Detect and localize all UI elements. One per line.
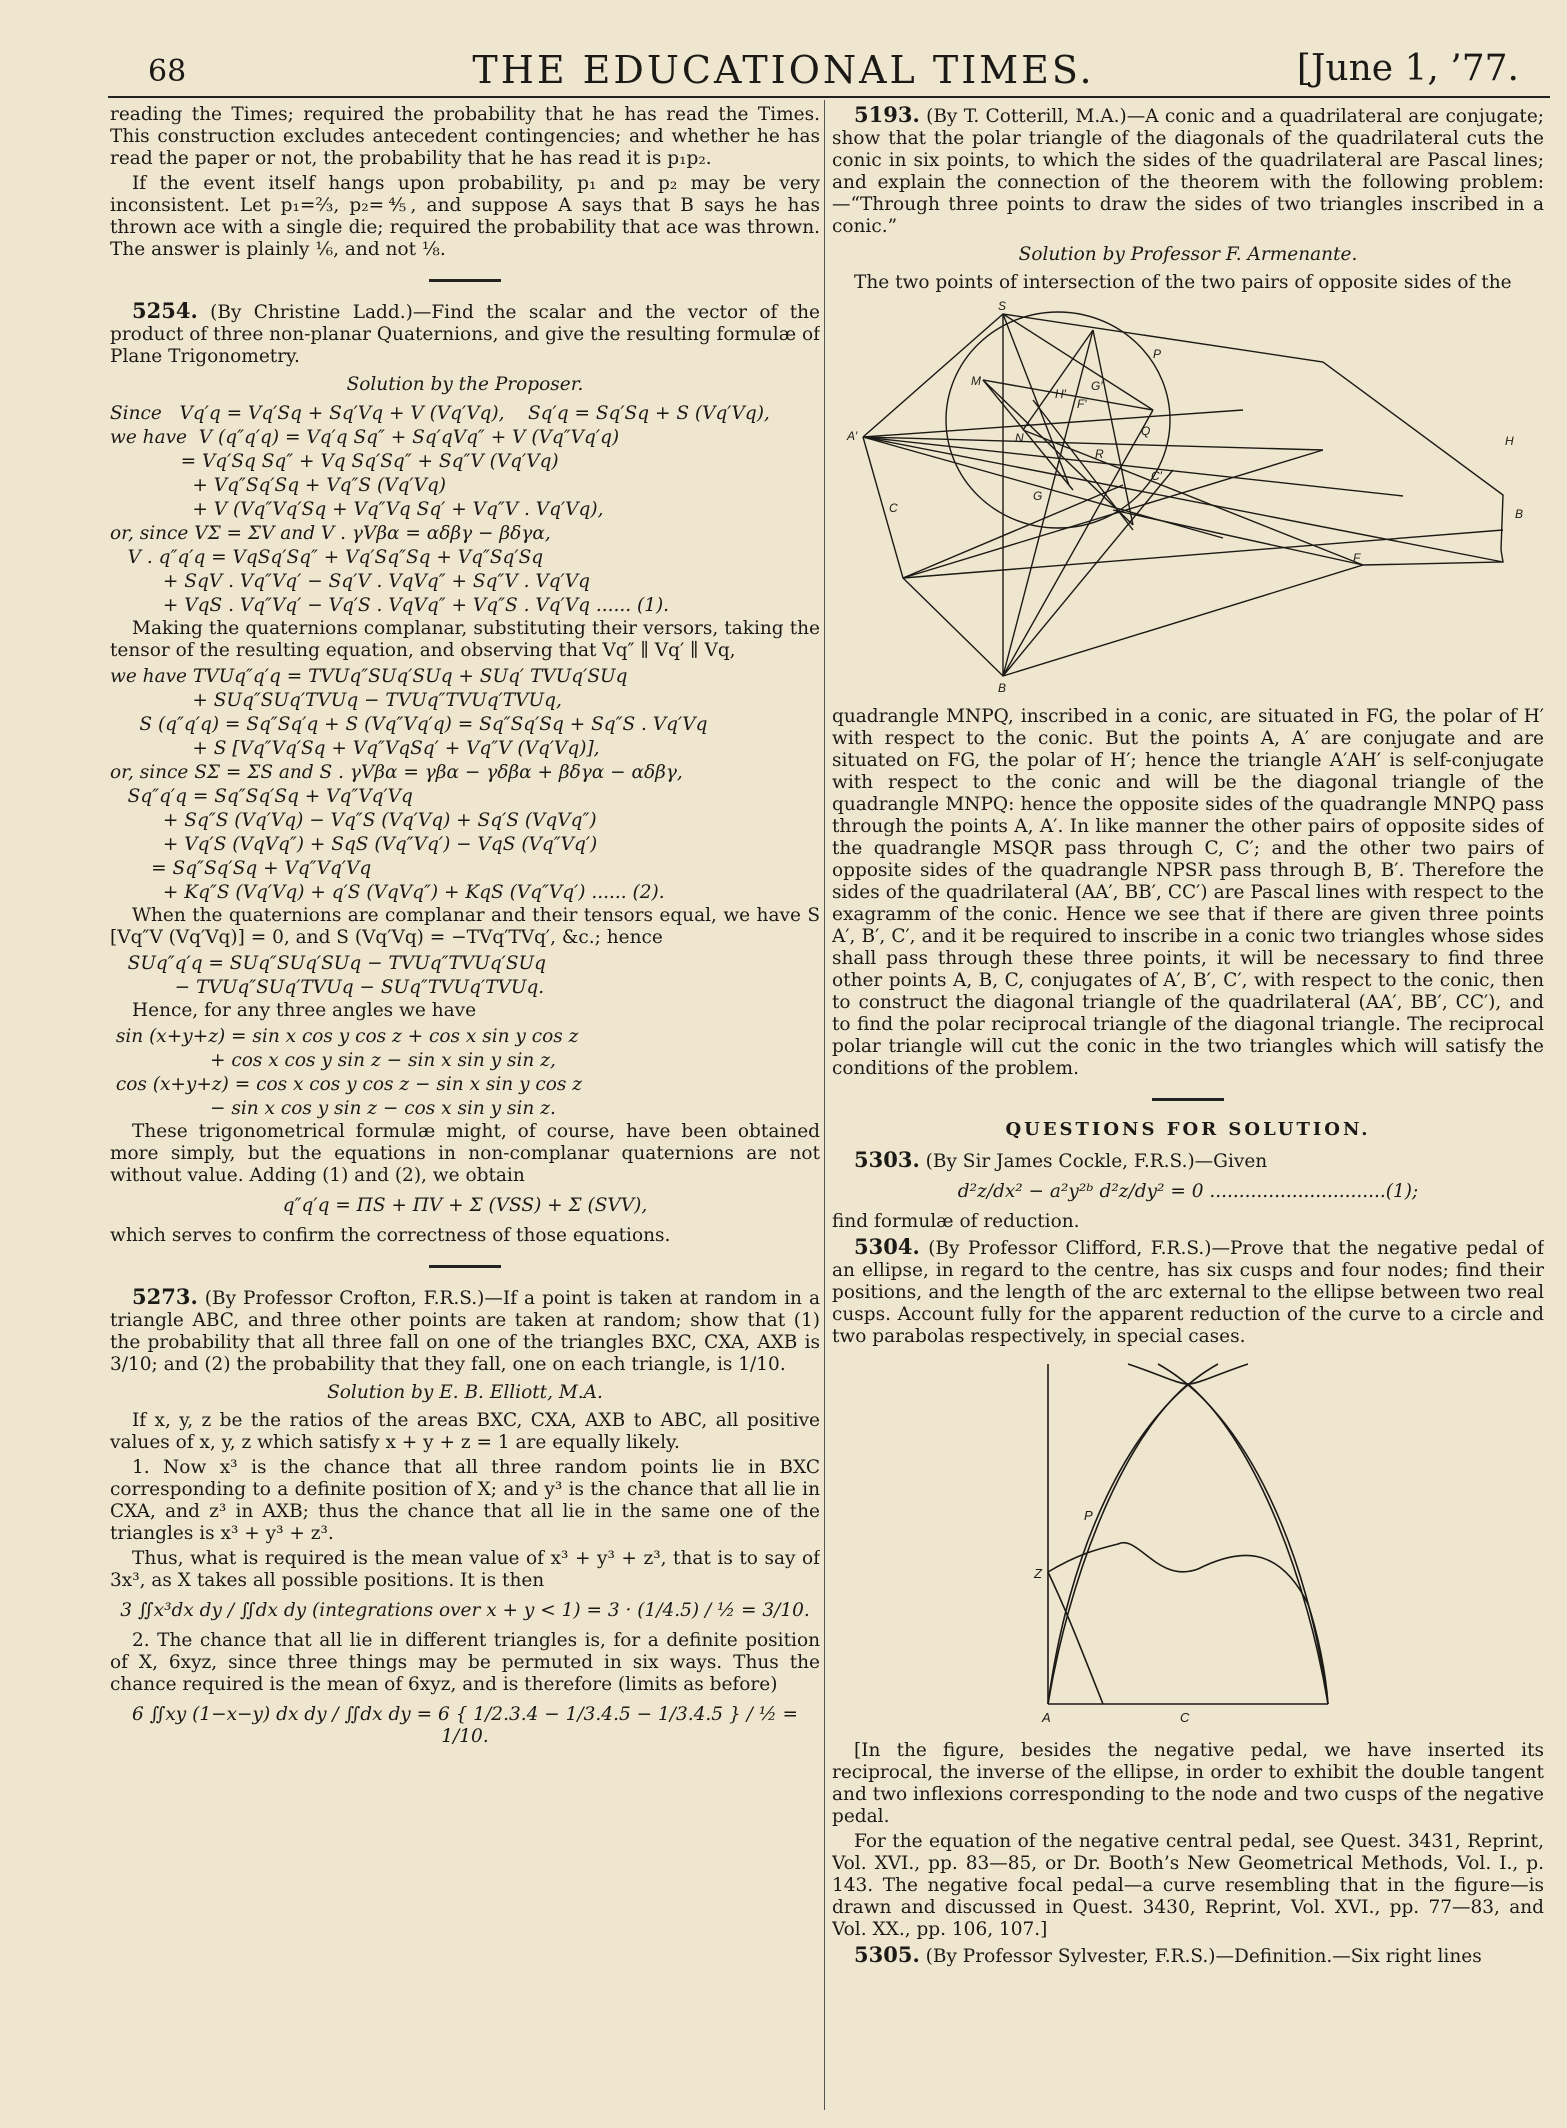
- conic-quadrilateral-figure: [843, 300, 1533, 700]
- fig-label-G-prime: G′: [1091, 379, 1103, 393]
- question-5254-text: (By Christine Ladd.)—Find the scalar and the vector of the product of three non-planar Quaternions, and give the resulting formulæ of Plane Trigonometry.: [110, 302, 820, 367]
- trig-formulae: sin (x+y+z) = sin x cos y cos z + cos x sin y cos z + cos x cos y sin z − sin x sin y sin z, cos (x+y+z) = cos x cos y cos z − sin x sin y cos z − sin x cos y sin z − cos x sin y sin z.: [115, 1026, 583, 1119]
- fig-label-B-right: B: [1515, 507, 1524, 521]
- question-number-5273: 5273.: [132, 1284, 198, 1309]
- equation-sum: q″q′q = ΠS + ΠV + Σ (VSS) + Σ (SVV),: [282, 1195, 648, 1216]
- header-rule: [108, 96, 1550, 98]
- math-block-1: Since Vq′q = Vq′Sq + Sq′Vq + V (Vq′Vq), Sq′q = Sq′Sq + S (Vq′Vq), we have V (q″q′q) = Vq′q Sq″ + Sq′qVq″ + V (Vq″Vq′q) = Vq′Sq Sq″ + Vq Sq′Sq″ + Sq″V (Vq′Vq) + Vq″Sq′Sq + Vq″S (Vq′Vq) + V (Vq″Vq′Sq + Vq″Vq Sq′ + Vq″V . Vq′Vq),: [110, 403, 770, 520]
- fig-label-M: M: [971, 374, 981, 388]
- question-number-5303: 5303.: [854, 1147, 920, 1172]
- fig-label-S: S: [998, 300, 1007, 313]
- fig-label-R: R: [1095, 447, 1104, 461]
- equation-5303: d²z/dx² − a²y²ᵇ d²z/dy² = 0 ..............................(1);: [957, 1181, 1419, 1202]
- page-number: 68: [148, 54, 187, 89]
- figure-note-references: For the equation of the negative central pedal, see Quest. 3431, Reprint, Vol. XVI., pp. 83—85, or Dr. Booth’s New Geometrical Methods, Vol. I., p. 143. The negative focal pedal—a curve resembling that in the figure—is drawn and discussed in Quest. 3430, Reprint, Vol. XVI., pp. 77—83, and Vol. XX., pp. 106, 107.]: [832, 1831, 1544, 1940]
- fig-label-C-prime: C′: [1151, 469, 1162, 483]
- fig-label-F-prime: F′: [1077, 397, 1087, 411]
- solution-5193-body: quadrangle MNPQ, inscribed in a conic, are situated in FG, the polar of H′ with respect to the conic. But the points A, A′ are conjugate and are situated on FG, the polar of H′; hence the triangle A′AH′ is self-conjugate with respect to the conic and will be the diagonal triangle of the quadrangle MNPQ: hence the opposite sides of the quadrangle MNPQ pass through the points A, A′. In like manner the other pairs of opposite sides of the quadrangle MSQR pass through C, C′; and the other two pairs of opposite sides of the quadrangle NPSR pass through B, B′. Therefore the sides of the quadrilateral (AA′, BB′, CC′) are Pascal lines with respect to the exagramm of the conic. Hence we see that if there are given three points A′, B′, C′, and it be required to inscribe in a conic two triangles whose sides shall pass through these three points, it will be necessary to find three other points A, B, C, conjugates of A′, B′, C′, with respect to the conic, then to construct the diagonal triangle of the quadrilateral (AA′, BB′, CC′), and to find the polar reciprocal triangle of the diagonal triangle. The reciprocal polar triangle will cut the conic in the two triangles which will satisfy the conditions of the problem.: [832, 706, 1544, 1079]
- solution-byline-5254: Solution by the Proposer.: [346, 374, 584, 395]
- right-column: [832, 104, 1544, 2114]
- formula-part-2: 6 ∬xy (1−x−y) dx dy / ∬dx dy = 6 { 1/2.3.4 − 1/3.4.5 − 1/3.4.5 } / ½ = 1/10.: [131, 1704, 799, 1747]
- fig-label-A: A: [1042, 1710, 1051, 1725]
- question-5305-text: (By Professor Sylvester, F.R.S.)—Definition.—Six right lines: [925, 1946, 1482, 1967]
- fig-label-B: B: [998, 681, 1007, 695]
- question-5304-text: (By Professor Clifford, F.R.S.)—Prove that the negative pedal of an ellipse, in regard to the centre, has six cusps and four nodes; find their positions, and the length of the arc external to the ellipse between two real cusps. Account fully for the apparent reduction of the curve to a circle and two parabolas respectively, in special cases.: [832, 1238, 1544, 1347]
- fig-label-P: P: [1153, 347, 1162, 361]
- figure-note: [In the figure, besides the negative pedal, we have inserted its reciprocal, the inverse of the ellipse, in order to exhibit the double tangent and two inflexions corresponding to the node and two cusps of the negative pedal.: [832, 1740, 1544, 1827]
- solution-byline-5273: Solution by E. B. Elliott, M.A.: [327, 1382, 603, 1403]
- fig-label-H-prime: H′: [1055, 387, 1066, 401]
- paragraph-part-2: 2. The chance that all lie in different triangles is, for a definite position of X, 6xyz, since three things may be permuted in six ways. Thus the chance required is the mean of 6xyz, and is therefore (limits as before): [110, 1630, 820, 1695]
- issue-date: [June 1, ’77.: [1296, 48, 1519, 89]
- fig-label-C: C: [1180, 1710, 1190, 1725]
- paragraph-three-angles: Hence, for any three angles we have: [132, 1000, 477, 1021]
- paragraph-ratios: If x, y, z be the ratios of the areas BXC, CXA, AXB to ABC, all positive values of x, y, z which satisfy x + y + z = 1 are equally likely.: [110, 1410, 820, 1453]
- question-5303-text: (By Sir James Cockle, F.R.S.)—Given: [925, 1151, 1268, 1172]
- fig-label-C: C: [889, 501, 898, 515]
- separator: [429, 1265, 501, 1268]
- question-number-5193: 5193.: [854, 104, 920, 127]
- paragraph-formulae: These trigonometrical formulæ might, of course, have been obtained more simply, but the equations in non-complanar quaternions are not without value. Adding (1) and (2), we obtain: [110, 1121, 820, 1186]
- question-5273-text: (By Professor Crofton, F.R.S.)—If a point is taken at random in a triangle ABC, and three other points are taken at random; show that (1) the probability that all three fall on one of the triangles BXC, CXA, AXB is 3/10; and (2) the probability that they fall, one on each triangle, is 1/10.: [110, 1288, 820, 1375]
- question-number-5254: 5254.: [132, 298, 198, 323]
- section-heading-questions: QUESTIONS FOR SOLUTION.: [1005, 1119, 1371, 1140]
- left-column: [110, 104, 820, 2114]
- paragraph-complanar: Making the quaternions complanar, substituting their versors, taking the tensor of the resulting equation, and observing that Vq″ ∥ Vq′ ∥ Vq,: [110, 618, 820, 661]
- fig-label-P: P: [1084, 1508, 1093, 1523]
- fig-label-F: F: [1353, 551, 1361, 565]
- fig-label-A-prime: A′: [847, 429, 858, 443]
- fig-label-G: G: [1033, 489, 1043, 503]
- fig-label-Q: Q: [1141, 424, 1151, 438]
- fig-label-N: N: [1015, 431, 1024, 445]
- journal-title: THE EDUCATIONAL TIMES.: [472, 48, 1095, 92]
- math-block-3: we have TVUq″q′q = TVUq″SUq′SUq + SUq′ TVUq′SUq + SUq″SUq′TVUq − TVUq″TVUq′TVUq, S (q″q′q) = Sq″Sq′q + S (Vq″Vq′q) = Sq″Sq′Sq + Sq″S . Vq′Vq + S [Vq″Vq′Sq + Vq″VqSq′ + Vq″V (Vq′Vq)], or, since SΣ = ΣS and S . γVβα = γβα − γδβα + βδγα − αδβγ, Sq″q′q = Sq″Sq′Sq + Vq″Vq′Vq + Sq″S (Vq′Vq) − Vq″S (Vq′Vq) + Sq′S (VqVq″) + Vq′S (VqVq″) + SqS (Vq″Vq′) − VqS (Vq″Vq′) = Sq″Sq′Sq + Vq″Vq′Vq + Kq″S (Vq′Vq) + q′S (VqVq″) + KqS (Vq″Vq′) ...... (2).: [110, 666, 708, 903]
- question-number-5304: 5304.: [854, 1234, 920, 1259]
- intro-paragraph-1: reading the Times; required the probability that he has read the Times. This construction excludes antecedent contingencies; and whether he has read the paper or not, the probability that he has read it is p₁p₂.: [110, 104, 820, 169]
- math-block-2: or, since VΣ = ΣV and V . γVβα = αδβγ − βδγα, V . q″q′q = VqSq′Sq″ + Vq′Sq″Sq + Vq″Sq′Sq + SqV . Vq″Vq′ − Sq′V . VqVq″ + Sq″V . Vq′Vq + VqS . Vq″Vq′ − Vq′S . VqVq″ + Vq″S . Vq′Vq ...... (1).: [110, 523, 670, 616]
- negative-pedal-figure: [1008, 1354, 1368, 1734]
- paragraph-mean-value: Thus, what is required is the mean value of x³ + y³ + z³, that is to say of 3x³, as X takes all possible positions. It is then: [110, 1548, 820, 1591]
- page-header: [0, 46, 1567, 96]
- intro-paragraph-2: If the event itself hangs upon probability, p₁ and p₂ may be very inconsistent. Let p₁=⅔, p₂=⅘, and suppose A says that B says he has thrown ace with a single die; required the probability that ace was thrown. The answer is plainly ⅙, and not ⅛.: [110, 173, 820, 260]
- column-divider: [824, 100, 825, 2110]
- separator: [1152, 1098, 1224, 1101]
- question-5193-text: (By T. Cotterill, M.A.)—A conic and a quadrilateral are conjugate; show that the polar triangle of the diagonals of the quadrilateral cuts the conic in six points, to which the sides of the quadrilateral are Pascal lines; and explain the connection of the theorem with the following problem:—“Through three points to draw the sides of two triangles inscribed in a conic.”: [832, 106, 1544, 237]
- formula-part-1: 3 ∬x³dx dy / ∬dx dy (integrations over x + y < 1) = 3 · (1/4.5) / ½ = 3/10.: [120, 1600, 810, 1621]
- solution-byline-5193: Solution by Professor F. Armenante.: [1018, 244, 1358, 265]
- fig-label-H: H: [1505, 434, 1514, 448]
- fig-label-Z: Z: [1034, 1566, 1042, 1581]
- paragraph-tensors: When the quaternions are complanar and their tensors equal, we have S [Vq″V (Vq′Vq)] = 0, and S (Vq′Vq) = −TVq′TVq′, &c.; hence: [110, 905, 820, 948]
- question-5303-after: find formulæ of reduction.: [832, 1211, 1080, 1232]
- paragraph-part-1: 1. Now x³ is the chance that all three random points lie in BXC corresponding to a definite position of X; and y³ is the chance that all lie in CXA, and z³ in AXB; thus the chance that all lie in the same one of the triangles is x³ + y³ + z³.: [110, 1457, 820, 1544]
- question-number-5305: 5305.: [854, 1942, 920, 1967]
- paragraph-confirm: which serves to confirm the correctness of those equations.: [110, 1225, 671, 1246]
- separator: [429, 279, 501, 282]
- math-block-4: SUq″q′q = SUq″SUq′SUq − TVUq″TVUq′SUq − TVUq″SUq′TVUq − SUq″TVUq′TVUq.: [127, 953, 546, 998]
- solution-5193-lead: The two points of intersection of the two pairs of opposite sides of the: [854, 272, 1512, 293]
